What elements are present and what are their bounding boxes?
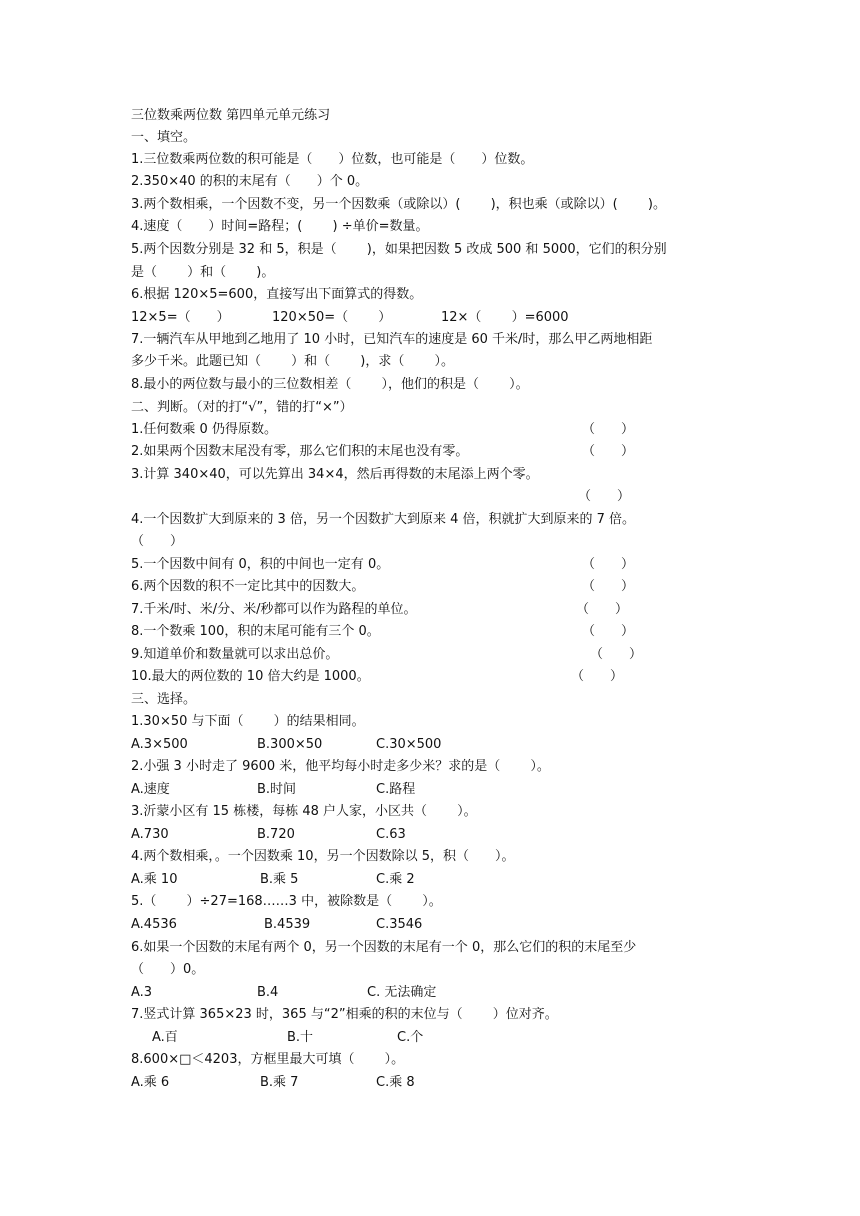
choice-option-c: C.乘 2 — [376, 872, 415, 887]
choice-option-b: B.时间 — [257, 782, 297, 797]
choice-option-a: A.速度 — [131, 782, 170, 797]
true-false-question-1: 1.任何数乘 0 仍得原数。 — [131, 422, 277, 437]
answer-blank: （ ） — [582, 422, 635, 437]
choice-option-a: A.乘 10 — [131, 872, 178, 887]
choice-option-c: C.个 — [397, 1030, 424, 1045]
true-false-question-4: 4.一个因数扩大到原来的 3 倍，另一个因数扩大到原来 4 倍，积就扩大到原来的 7 倍。 — [131, 512, 636, 527]
choice-option-b: B.乘 7 — [260, 1075, 299, 1090]
answer-blank: （ ） — [578, 489, 631, 504]
true-false-question-5: 5.一个因数中间有 0，积的中间也一定有 0。 — [131, 557, 390, 572]
choice-option-b: B.十 — [287, 1030, 314, 1045]
choice-option-a: A.3×500 — [131, 737, 188, 752]
answer-blank: （ ） — [576, 602, 629, 617]
fill-in-question-5-line-2: 是（ ）和（ )。 — [131, 265, 275, 280]
fill-in-question-2: 2.350×40 的积的末尾有（ ）个 0。 — [131, 174, 369, 189]
true-false-question-7: 7.千米/时、米/分、米/秒都可以作为路程的单位。 — [131, 602, 417, 617]
answer-blank: （ ） — [582, 557, 635, 572]
answer-blank: （ ） — [582, 579, 635, 594]
fill-in-question-6-item-c: 12×（ ）=6000 — [441, 310, 569, 325]
choice-option-c: C.3546 — [376, 917, 423, 932]
fill-in-question-6-item-b: 120×50=（ ） — [272, 310, 392, 325]
fill-in-question-1: 1.三位数乘两位数的积可能是（ ）位数，也可能是（ ）位数。 — [131, 152, 534, 167]
choice-question-5: 5.（ ）÷27=168……3 中，被除数是（ ）。 — [131, 894, 442, 909]
answer-blank: （ ） — [571, 669, 624, 684]
answer-blank: （ ） — [590, 647, 643, 662]
section-fill-in-heading: 一、填空。 — [131, 130, 197, 145]
true-false-question-6: 6.两个因数的积不一定比其中的因数大。 — [131, 579, 365, 594]
choice-option-c: C.30×500 — [376, 737, 442, 752]
answer-blank: （ ） — [582, 444, 635, 459]
true-false-question-9: 9.知道单价和数量就可以求出总价。 — [131, 647, 339, 662]
choice-question-1: 1.30×50 与下面（ ）的结果相同。 — [131, 714, 365, 729]
worksheet-title: 三位数乘两位数 第四单元单元练习 — [131, 108, 331, 123]
fill-in-question-7-line-2: 多少千米。此题已知（ ）和（ )，求（ ）。 — [131, 354, 454, 369]
fill-in-question-3: 3.两个数相乘，一个因数不变，另一个因数乘（或除以）( )，积也乘（或除以）( )。 — [131, 197, 666, 212]
answer-blank: （ ） — [582, 624, 635, 639]
fill-in-question-7-line-1: 7.一辆汽车从甲地到乙地用了 10 小时，已知汽车的速度是 60 千米/时，那么甲乙两地相距 — [131, 332, 653, 347]
choice-question-6-line-2: （ ）0。 — [131, 962, 205, 977]
choice-option-c: C. 无法确定 — [367, 985, 437, 1000]
choice-question-4: 4.两个数相乘，。一个因数乘 10，另一个因数除以 5，积（ ）。 — [131, 849, 515, 864]
choice-option-a: A.3 — [131, 985, 153, 1000]
choice-question-3: 3.沂蒙小区有 15 栋楼，每栋 48 户人家，小区共（ ）。 — [131, 804, 477, 819]
fill-in-question-5-line-1: 5.两个因数分别是 32 和 5，积是（ )，如果把因数 5 改成 500 和 5000，它们的积分别 — [131, 242, 667, 257]
choice-question-8: 8.600×□＜4203，方框里最大可填（ ）。 — [131, 1052, 405, 1067]
section-true-false-heading: 二、判断。（对的打“√”，错的打“×”） — [131, 400, 353, 415]
choice-option-a: A.百 — [152, 1030, 178, 1045]
choice-question-7: 7.竖式计算 365×23 时，365 与“2”相乘的积的末位与（ ）位对齐。 — [131, 1007, 558, 1022]
choice-option-c: C.乘 8 — [376, 1075, 415, 1090]
choice-question-2: 2.小强 3 小时走了 9600 米，他平均每小时走多少米？求的是（ ）。 — [131, 759, 550, 774]
fill-in-question-6: 6.根据 120×5=600，直接写出下面算式的得数。 — [131, 287, 423, 302]
choice-option-b: B.300×50 — [257, 737, 323, 752]
choice-option-b: B.4 — [257, 985, 279, 1000]
answer-blank: （ ） — [131, 534, 184, 549]
fill-in-question-4: 4.速度（ ）时间=路程；( ) ÷单价=数量。 — [131, 219, 429, 234]
choice-option-a: A.4536 — [131, 917, 177, 932]
choice-option-a: A.乘 6 — [131, 1075, 170, 1090]
choice-option-b: B.乘 5 — [260, 872, 299, 887]
true-false-question-3: 3.计算 340×40，可以先算出 34×4，然后再得数的末尾添上两个零。 — [131, 467, 539, 482]
choice-option-c: C.63 — [376, 827, 406, 842]
choice-option-b: B.4539 — [264, 917, 311, 932]
fill-in-question-6-item-a: 12×5=（ ） — [131, 310, 230, 325]
choice-option-a: A.730 — [131, 827, 169, 842]
true-false-question-8: 8.一个数乘 100，积的末尾可能有三个 0。 — [131, 624, 380, 639]
true-false-question-10: 10.最大的两位数的 10 倍大约是 1000。 — [131, 669, 370, 684]
choice-question-6-line-1: 6.如果一个因数的末尾有两个 0，另一个因数的末尾有一个 0，那么它们的积的末尾至少 — [131, 940, 637, 955]
fill-in-question-8: 8.最小的两位数与最小的三位数相差（ ），他们的积是（ ）。 — [131, 377, 529, 392]
section-choice-heading: 三、选择。 — [131, 692, 197, 707]
choice-option-b: B.720 — [257, 827, 295, 842]
true-false-question-2: 2.如果两个因数末尾没有零，那么它们积的末尾也没有零。 — [131, 444, 469, 459]
choice-option-c: C.路程 — [376, 782, 416, 797]
